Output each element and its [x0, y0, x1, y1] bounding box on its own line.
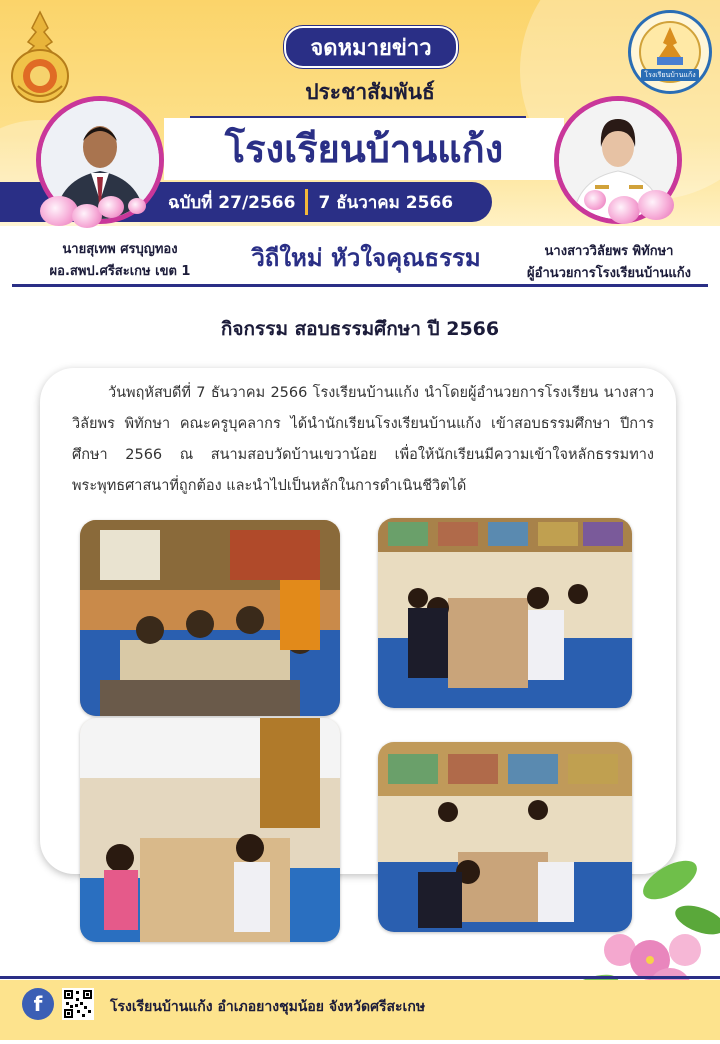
newsletter-label: จดหมายข่าว	[284, 26, 458, 68]
flower-decoration	[98, 196, 124, 218]
article-body-text: วันพฤหัสบดีที่ 7 ธันวาคม 2566 โรงเรียนบ้านแก้ง นำโดยผู้อำนวยการโรงเรียน นางสาววิลัยพร พิทักษา คณะครูบุคลากร ได้นำนักเรียนโรงเรียนบ้านแก้ง เข้าสอบธรรมศึกษา ปีการศึกษา 2566 ณ สนามสอบวัดบ้านเขวาน้อย เพื่อให้นักเรียนมีความเข้าใจหลักธรรมทางพระพุทธศาสนาที่ถูกต้อง และนำไปเป็นหลักในการดำเนินชีวิตได้	[72, 385, 654, 494]
school-logo-text: โรงเรียนบ้านแก้ง	[641, 69, 699, 81]
activity-photo	[80, 718, 340, 942]
left-person-name: นายสุเทพ ศรบุญทอง	[62, 242, 178, 257]
issue-separator	[305, 189, 308, 215]
right-person-name: นางสาววิลัยพร พิทักษา	[544, 244, 674, 259]
issue-number: ฉบับที่ 27/2566	[168, 192, 296, 213]
subtitle: ประชาสัมพันธ์	[305, 80, 435, 104]
article-title: กิจกรรม สอบธรรมศึกษา ปี 2566	[220, 318, 500, 340]
issue-date: 7 ธันวาคม 2566	[318, 192, 454, 213]
slogan: วิถีใหม่ หัวใจคุณธรรม	[251, 244, 481, 272]
page-title: โรงเรียนบ้านแก้ง	[224, 127, 504, 171]
school-logo	[628, 10, 712, 94]
activity-photo	[378, 518, 632, 708]
article-body	[72, 378, 654, 502]
flower-decoration	[128, 198, 146, 214]
footer-rule	[0, 976, 720, 979]
flower-decoration	[638, 190, 674, 220]
issue-info	[168, 182, 458, 222]
right-person-title: ผู้อำนวยการโรงเรียนบ้านแก้ง	[527, 266, 691, 281]
flower-decoration	[608, 196, 640, 224]
header-divider	[12, 284, 708, 287]
qr-code-icon[interactable]	[62, 988, 94, 1020]
obec-emblem-icon	[8, 10, 72, 104]
left-person-title: ผอ.สพป.ศรีสะเกษ เขต 1	[49, 264, 191, 279]
activity-photo	[80, 520, 340, 716]
flower-decoration	[584, 190, 606, 210]
facebook-icon[interactable]: f	[22, 988, 54, 1020]
footer-address: โรงเรียนบ้านแก้ง อำเภอยางชุมน้อย จังหวัดศรีสะเกษ	[110, 999, 426, 1015]
